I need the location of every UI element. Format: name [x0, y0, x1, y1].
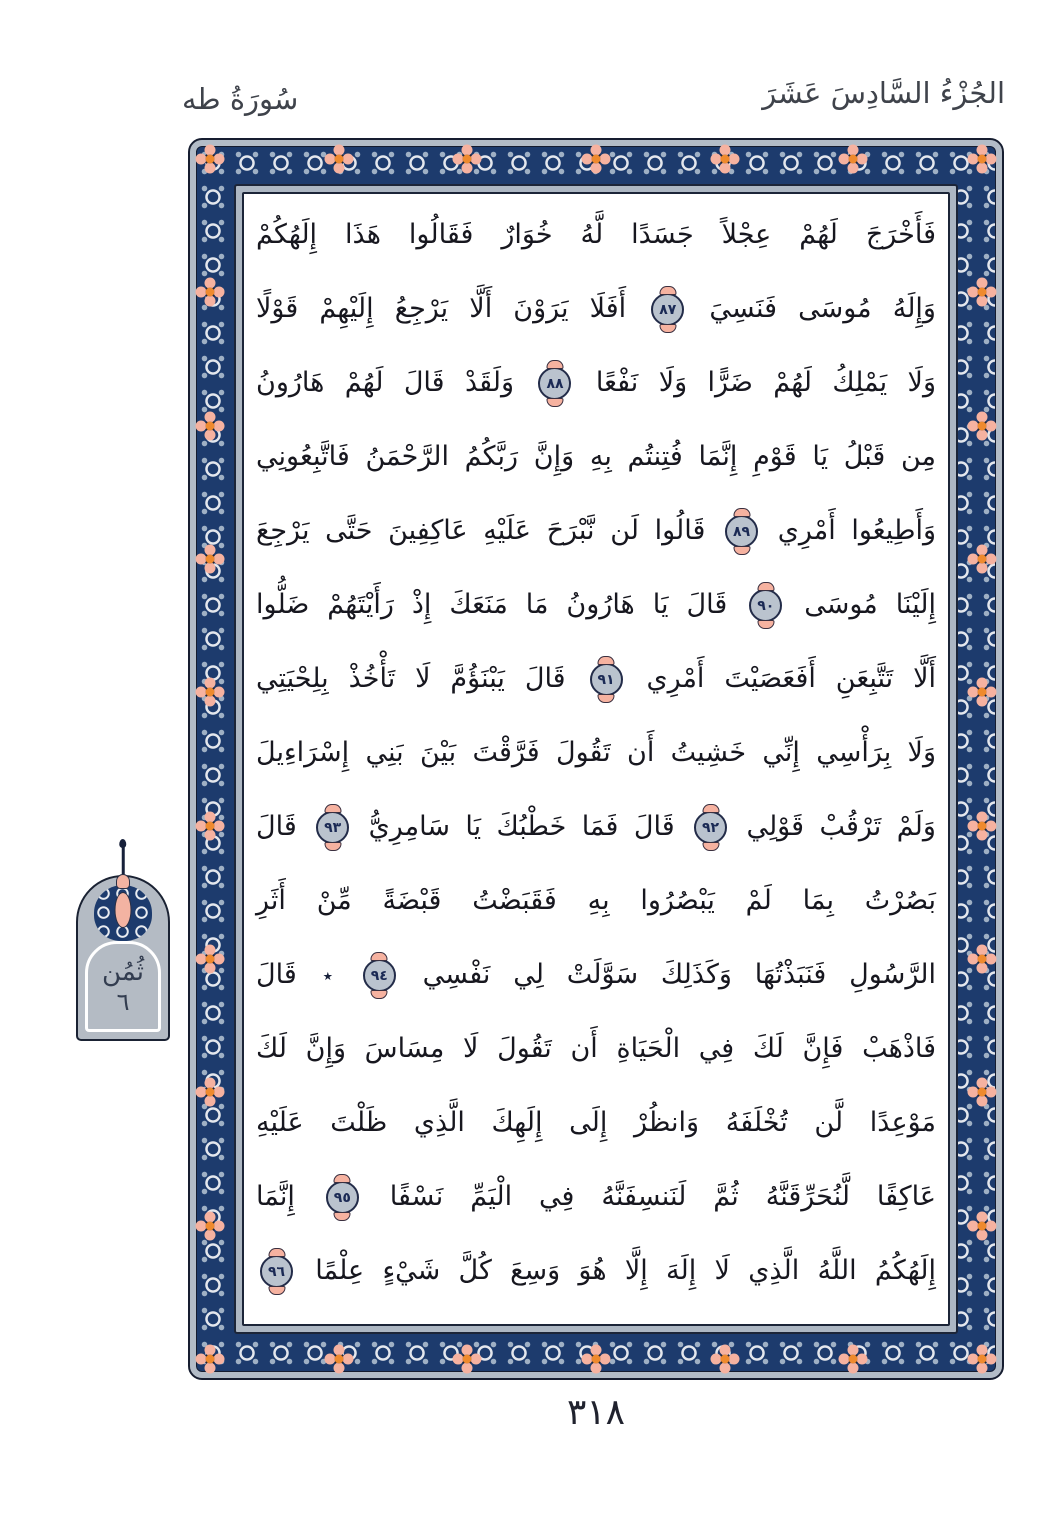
border-flower-icon — [978, 555, 987, 564]
thumn-label: ثُمُن — [101, 957, 145, 987]
verse-text: عَاكِفًا لَّنُحَرِّقَنَّهُ ثُمَّ لَنَنسِفَنَّهُ فِي الْيَمِّ نَسْفًا — [389, 1181, 936, 1212]
ayah-number-marker: ٨٧ — [651, 293, 684, 326]
verse-text: قَالَ فَمَا خَطْبُكَ يَا سَامِرِيُّ — [368, 811, 675, 842]
border-flower-icon — [206, 821, 215, 830]
ayah-number-marker: ٩١ — [590, 663, 623, 696]
verse-text: وَلَقَدْ قَالَ لَهُمْ هَارُونُ — [256, 367, 515, 398]
border-flower-icon — [206, 1355, 215, 1364]
quran-line — [256, 1234, 936, 1308]
inner-frame-strip — [234, 184, 958, 1334]
verse-text: قَالَ — [256, 959, 297, 990]
page-number: ٣١٨ — [566, 1392, 625, 1433]
ayah-number-marker: ٩٣ — [316, 811, 349, 844]
verse-text: وَإِلَهُ مُوسَى فَنَسِيَ — [709, 293, 936, 324]
verse-text: إِلَهُكُمُ اللَّهُ الَّذِي لَا إِلَهَ إِلَّا هُوَ وَسِعَ كُلَّ شَيْءٍ عِلْمًا — [315, 1255, 936, 1286]
verse-text: وَأَطِيعُوا أَمْرِي — [777, 515, 936, 546]
border-flower-icon — [206, 1088, 215, 1097]
verse-text: مِن قَبْلُ يَا قَوْمِ إِنَّمَا فُتِنتُم بِهِ وَإِنَّ رَبَّكُمُ الرَّحْمَنُ فَاتَّبِعُونِي — [256, 441, 936, 472]
quran-line — [256, 716, 936, 790]
verse-text: قَالُوا لَن نَّبْرَحَ عَلَيْهِ عَاكِفِينَ حَتَّى يَرْجِعَ — [256, 515, 706, 546]
border-flower-icon — [978, 688, 987, 697]
quran-line — [256, 346, 936, 420]
juz-title: الجُزْءُ السَّادِسَ عَشَرَ — [762, 76, 1005, 110]
border-flower-icon — [206, 688, 215, 697]
verse-text: قَالَ يَا هَارُونُ مَا مَنَعَكَ إِذْ رَأَيْتَهُمْ ضَلُّوا — [256, 589, 728, 620]
ayah-number-marker: ٨٨ — [538, 367, 571, 400]
border-flower-icon — [206, 955, 215, 964]
border-flower-icon — [978, 421, 987, 430]
verse-text: الرَّسُولِ فَنَبَذْتُهَا وَكَذَلِكَ سَوَّلَتْ لِي نَفْسِي — [422, 959, 936, 990]
ornamental-border-frame — [190, 140, 1002, 1378]
verse-text: قَالَ — [256, 811, 297, 842]
border-flower-icon — [978, 1221, 987, 1230]
ayah-number-marker: ٩٦ — [260, 1255, 293, 1288]
border-flower-icon — [334, 1355, 343, 1364]
quran-line — [256, 198, 936, 272]
medallion-ornament-icon — [94, 885, 152, 941]
quran-line — [256, 790, 936, 864]
verse-text: وَلَا يَمْلِكُ لَهُمْ ضَرًّا وَلَا نَفْعًا — [595, 367, 936, 398]
quran-line — [256, 420, 936, 494]
quran-line — [256, 1160, 936, 1234]
border-flower-icon — [849, 155, 858, 164]
border-flower-icon — [334, 155, 343, 164]
thumn-margin-marker — [76, 845, 170, 1041]
medallion-panel — [85, 941, 161, 1032]
verse-text: إِنَّمَا — [256, 1181, 295, 1212]
border-flower-icon — [206, 288, 215, 297]
ayah-number-marker: ٩٥ — [326, 1181, 359, 1214]
ayah-number-marker: ٩٠ — [749, 589, 782, 622]
border-flower-icon — [206, 421, 215, 430]
border-flower-icon — [978, 821, 987, 830]
border-flower-icon — [978, 1088, 987, 1097]
medallion-dome — [76, 875, 170, 1041]
border-flower-icon — [206, 1221, 215, 1230]
thumn-number: ٦ — [116, 987, 130, 1016]
ayah-number-marker: ٩٢ — [694, 811, 727, 844]
quran-line — [256, 272, 936, 346]
verse-text: بَصُرْتُ بِمَا لَمْ يَبْصُرُوا بِهِ فَقَبَضْتُ قَبْضَةً مِّنْ أَثَرِ — [256, 885, 936, 916]
border-flower-icon — [720, 1355, 729, 1364]
border-flower-icon — [978, 155, 987, 164]
border-flower-icon — [978, 288, 987, 297]
quran-line — [256, 568, 936, 642]
border-flower-icon — [463, 155, 472, 164]
text-area — [242, 192, 950, 1326]
verse-text: قَالَ يَبْنَؤُمَّ لَا تَأْخُذْ بِلِحْيَتِي — [256, 663, 566, 694]
surah-title: سُورَةُ طه — [182, 82, 299, 116]
border-flower-icon — [206, 155, 215, 164]
verse-text: إِلَيْنَا مُوسَى — [804, 589, 936, 620]
verse-text: فَاذْهَبْ فَإِنَّ لَكَ فِي الْحَيَاةِ أَن تَقُولَ لَا مِسَاسَ وَإِنَّ لَكَ — [256, 1033, 936, 1064]
verse-text: مَوْعِدًا لَّن تُخْلَفَهُ وَانظُرْ إِلَى إِلَهِكَ الَّذِي ظَلْتَ عَلَيْهِ — [256, 1107, 936, 1138]
quran-text-column — [256, 198, 936, 1320]
verse-text: أَلَّا تَتَّبِعَنِ أَفَعَصَيْتَ أَمْرِي — [646, 663, 936, 694]
quran-line — [256, 1012, 936, 1086]
border-flower-icon — [592, 155, 601, 164]
border-flower-icon — [720, 155, 729, 164]
quran-line — [256, 938, 936, 1012]
rub-el-hizb-star-icon: ٭ — [322, 964, 333, 987]
quran-line — [256, 494, 936, 568]
verse-text: وَلَمْ تَرْقُبْ قَوْلِي — [746, 811, 936, 842]
ayah-number-marker: ٨٩ — [725, 515, 758, 548]
quran-line — [256, 864, 936, 938]
border-flower-icon — [592, 1355, 601, 1364]
ayah-number-marker: ٩٤ — [363, 959, 396, 992]
border-flower-icon — [978, 1355, 987, 1364]
quran-line — [256, 1086, 936, 1160]
verse-text: أَفَلَا يَرَوْنَ أَلَّا يَرْجِعُ إِلَيْهِمْ قَوْلًا — [256, 293, 627, 324]
verse-text: وَلَا بِرَأْسِي إِنِّي خَشِيتُ أَن تَقُولَ فَرَّقْتَ بَيْنَ بَنِي إِسْرَاءِيلَ — [256, 737, 936, 768]
verse-text: فَأَخْرَجَ لَهُمْ عِجْلاً جَسَدًا لَّهُ خُوَارٌ فَقَالُوا هَذَا إِلَهُكُمْ — [256, 219, 936, 250]
border-flower-icon — [206, 555, 215, 564]
border-flower-icon — [463, 1355, 472, 1364]
quran-line — [256, 642, 936, 716]
border-flower-icon — [978, 955, 987, 964]
border-flower-icon — [849, 1355, 858, 1364]
